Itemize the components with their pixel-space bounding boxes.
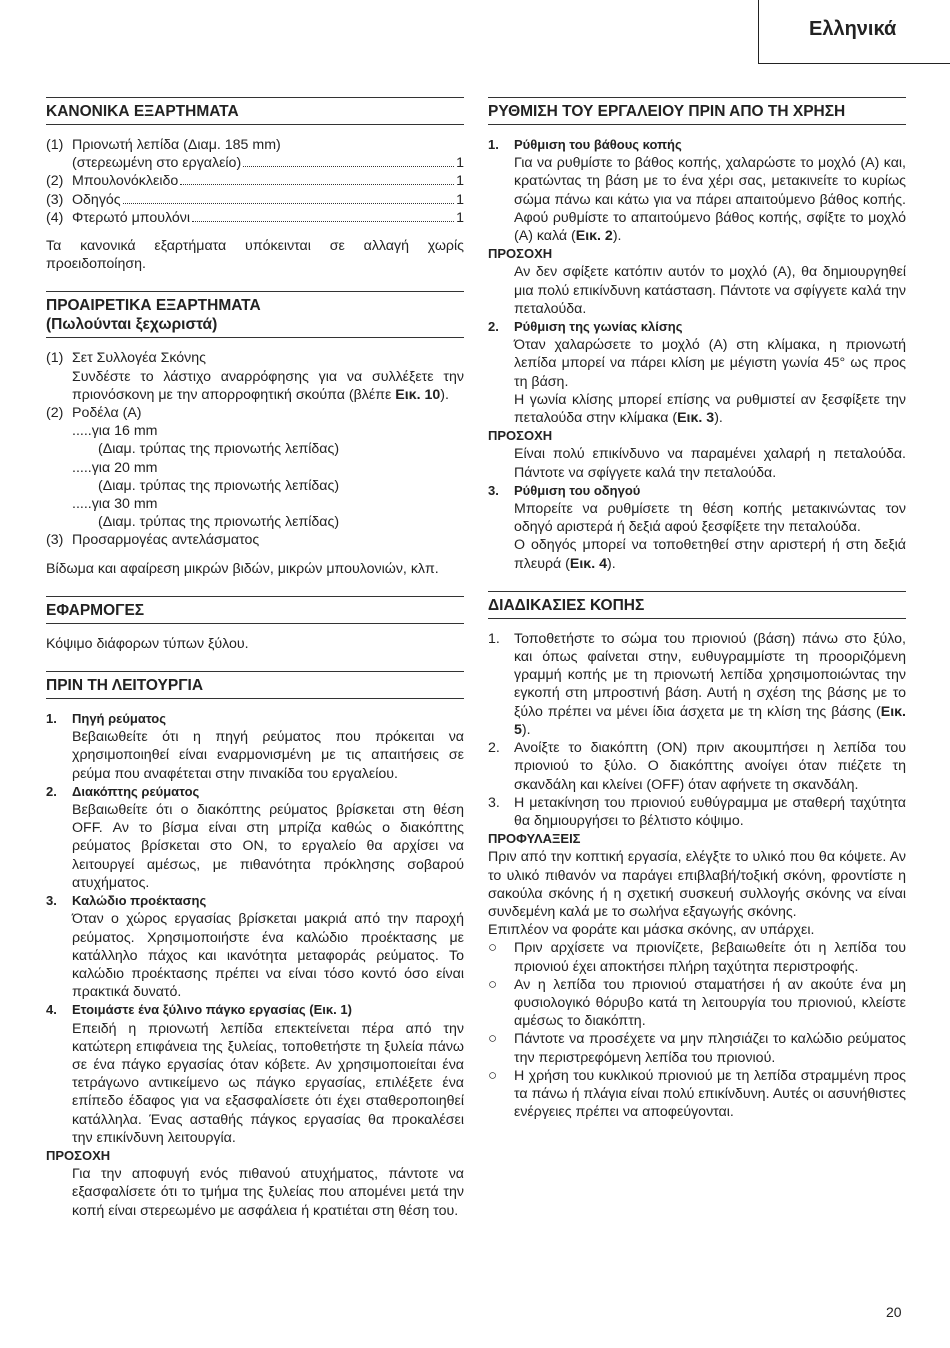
washer-size: .....για 16 mm: [72, 423, 158, 440]
optional-item-text: Συνδέστε το λάστιχο αναρρόφησης για να συλλέξετε την πριονόσκονη με την απορροφητική σκούπα (βλέπε Εικ. 10).: [72, 368, 464, 403]
section-prior-to-operation: [46, 671, 464, 1220]
dot-leader: [192, 221, 454, 222]
section-applications: [46, 596, 464, 653]
accessory-item: (4) Φτερωτό μπουλόνι 1: [46, 209, 464, 226]
precautions-text: Πριν από την κοπτική εργασία, ελέγξτε το υλικό που θα κόψετε. Αν το υλικό πιθανόν να παράγει επιβλαβή/τοξική σκόνη, φροντίστε η σακούλα σκόνης ή η σχετική συσκευή συλλογής σκόνης να είναι συνδεμένη καλά με το σωλήνα εξαγωγής σκόνης.: [488, 849, 906, 920]
applications-text: Κόψιμο διάφορων τύπων ξύλου.: [46, 635, 249, 652]
caution-label: ΠΡΟΣΟΧΗ: [488, 428, 553, 444]
item-text: Όταν χαλαρώσετε το μοχλό (A) στη κλίμακα, η πριονωτή λεπίδα μπορεί να πάρει κλίση με μέγιστη γωνία 45° ως προς τη βάση.: [514, 337, 906, 390]
step-item: 3. Η μετακίνηση του πριονιού ευθύγραμμα με σταθερή ταχύτητα θα δημιουργήσει το βέλτιστο κόψιμο.: [488, 794, 906, 829]
section-title: ΕΦΑΡΜΟΓΕΣ: [46, 596, 464, 624]
accessory-item: (2) Μπουλονόκλειδο 1: [46, 173, 464, 190]
section-title: ΔΙΑΔΙΚΑΣΙΕΣ ΚΟΠΗΣ: [488, 591, 906, 619]
dot-leader: [243, 166, 454, 167]
figure-ref: Εικ. 5: [514, 703, 906, 738]
item-heading: 2. Ρύθμιση της γωνίας κλίσης: [488, 319, 683, 335]
washer-desc: (Διαμ. τρύπας της πριονωτής λεπίδας): [98, 477, 340, 494]
caution-text: Για την αποφυγή ενός πιθανού ατυχήματος, πάντοτε να εξασφαλίσετε ότι το τμήμα της ξυλείας που απομένει μετά την κοπή είναι στερεωμένο με ασφάλεια ή κρατιέται στη θέση του.: [72, 1166, 464, 1219]
section-adjusting-tool: [488, 97, 906, 573]
washer-desc: (Διαμ. τρύπας της πριονωτής λεπίδας): [98, 514, 340, 531]
figure-ref: Εικ. 4: [569, 555, 607, 572]
item-heading: 4. Ετοιμάστε ένα ξύλινο πάγκο εργασίας (Εικ. 1): [46, 1002, 352, 1018]
caution-label: ΠΡΟΣΟΧΗ: [46, 1147, 111, 1163]
washer-size: .....για 20 mm: [72, 459, 158, 476]
item-heading: 3. Ρύθμιση του οδηγού: [488, 482, 641, 498]
item-text: Μπορείτε να ρυθμίσετε τη θέση κοπής μετακινώντας τον οδηγό αριστερά ή δεξιά αφού ξεσφίξετε την πεταλούδα.: [514, 501, 906, 536]
page-number: 20: [886, 1304, 902, 1320]
item-text: Βεβαιωθείτε ότι ο διακόπτης ρεύματος βρίσκεται στη θέση OFF. Αν το βίσμα είναι στη μπρίζα καθώς ο διακόπτης ρεύματος βρίσκεται στο ON, το εργαλείο θα αρχίσει να λειτουργεί αμέσως, με πιθανότητα πρόκλησης σοβαρού ατυχήματος.: [72, 802, 464, 891]
section-title: ΡΥΘΜΙΣΗ ΤΟΥ ΕΡΓΑΛΕΙΟΥ ΠΡΙΝ ΑΠΟ ΤΗ ΧΡΗΣΗ: [488, 97, 906, 125]
circle-bullet-icon: ○: [488, 1066, 498, 1084]
section-title: ΠΡΟΑΙΡΕΤΙΚΑ ΕΞΑΡΤΗΜΑΤΑ (Πωλούνται ξεχωριστά): [46, 291, 464, 338]
precautions-label: ΠΡΟΦΥΛΑΞΕΙΣ: [488, 831, 581, 847]
figure-ref: Εικ. 10: [395, 386, 441, 403]
circle-bullet-icon: ○: [488, 975, 498, 993]
section-optional-accessories: [46, 291, 464, 577]
circle-bullet-icon: ○: [488, 939, 498, 957]
washer-size: .....για 30 mm: [72, 496, 158, 513]
item-heading: 2. Διακόπτης ρεύματος: [46, 783, 200, 799]
bullet-item: ○ Πριν αρχίσετε να πριονίζετε, βεβαιωθείτε ότι η λεπίδα του πριονιού έχει αποκτήσει πλήρη ταχύτητα περιστροφής.: [488, 939, 906, 975]
bullet-item: ○ Η χρήση του κυκλικού πριονιού με τη λεπίδα στραμμένη προς τα πάνω ή πλάγια είναι πολύ επικίνδυνη. Αυτές οι ασυνήθιστες ενέργειες πρέπει να αποφεύγονται.: [488, 1066, 906, 1121]
section-title: ΚΑΝΟΝΙΚΑ ΕΞΑΡΤΗΜΑΤΑ: [46, 97, 464, 125]
optional-item: (1) Σετ Συλλογέα Σκόνης: [46, 350, 206, 367]
item-text: Βεβαιωθείτε ότι η πηγή ρεύματος που πρόκειται να χρησιμοποιηθεί είναι εναρμονισμένη με τις απαιτήσεις σε ρεύμα που αναφέτεται στην πινακίδα του εργαλείου.: [72, 729, 464, 782]
section-title: ΠΡΙΝ ΤΗ ΛΕΙΤΟΥΡΓΙΑ: [46, 671, 464, 699]
mask-text: Επιπλέον να φοράτε και μάσκα σκόνης, αν υπάρχει.: [488, 922, 815, 939]
caution-label: ΠΡΟΣΟΧΗ: [488, 246, 553, 262]
step-item: 1. Τοποθετήστε το σώμα του πριονιού (βάση) πάνω στο ξύλο, και όπως φαίνεται στην, ευθυγραμμίστε τη προοριζόμενη γραμμή κοπής με τη πριονωτή λεπίδα χρησιμοποιώντας την εγκοπή στη μπροστινή βάση. Αυτή η σχέση της βάσης με το ξύλο πρέπει να μένει ίδια άσχετα με τη κλίση της βάσης (Εικ. 5).: [488, 630, 906, 738]
bullet-item: ○ Αν η λεπίδα του πριονιού σταματήσει ή αν ακούτε ένα μη φυσιολογικό θόρυβο κατά τη λειτουργία του πριονιού, κλείστε αμέσως το διακόπτη.: [488, 975, 906, 1030]
step-item: 2. Ανοίξτε το διακόπτη (ON) πριν ακουμπήσει η λεπίδα του πριονιού το ξύλο. Ο διακόπτης ανοίγει όταν πιέζετε τη σκανδάλη και κλείνει (OFF) όταν αφήνετε τη σκανδάλη.: [488, 740, 906, 793]
optional-item: (2) Ροδέλα (A): [46, 405, 142, 422]
language-tab: [758, 0, 950, 64]
figure-ref: Εικ. 3: [677, 410, 715, 427]
item-heading: 1. Πηγή ρεύματος: [46, 711, 166, 727]
caution-text: Αν δεν σφίξετε κατόπιν αυτόν το μοχλό (A), θα δημιουργηθεί μια πολύ επικίνδυνη κατάσταση. Πάντοτε να σφίγγετε καλά την πεταλούδα.: [514, 264, 906, 317]
language-label: Ελληνικά: [809, 18, 897, 40]
item-heading: 3. Καλώδιο προέκτασης: [46, 893, 207, 909]
item-text: Επειδή η πριονωτή λεπίδα επεκτείνεται πέρα από την κατώτερη επιφάνεια της ξυλείας, τοποθετήστε τη ξυλεία πάνω σε ένα πάγκο εργασίας όταν κόβετε. Αν χρησιμοποιείται ένα τετράγωνο αντικείμενο ως πάγκο εργασίας, επιλέξετε ένα επίπεδο έδαφος για να εξασφαλίσετε ότι έχει σταθεροποιηθεί κατάλληλα. Ένας ασταθής πάγκος εργασίας θα προκαλέσει την επικίνδυνη λειτουργία.: [72, 1020, 464, 1146]
dot-leader: [123, 203, 454, 204]
optional-item: (3) Προσαρμογέας αντελάσματος: [46, 532, 260, 549]
item-text: Για να ρυθμίστε το βάθος κοπής, χαλαρώστε το μοχλό (A) και, κρατώντας τη βάση με το ένα χέρι σας, μετακινείτε το κυρίως σώμα πάνω και κάτω για να πάρει απαιτούμενο βάθος κοπής. Αφού ρυθμίστε το απαιτούμενο βάθος κοπής, σφίξτε το μοχλό (A) καλά (Εικ. 2).: [514, 155, 906, 245]
standard-note: Τα κανονικά εξαρτήματα υπόκεινται σε αλλαγή χωρίς προειδοποίηση.: [46, 238, 464, 273]
dot-leader: [180, 184, 454, 185]
accessory-item: (1) Πριονωτή λεπίδα (Διαμ. 185 mm): [46, 137, 281, 153]
item-heading: 1. Ρύθμιση του βάθους κοπής: [488, 137, 682, 152]
item-text: Η γωνία κλίσης μπορεί επίσης να ρυθμιστεί αν ξεσφίξετε την πεταλούδα στην κλίμακα (Εικ. 3).: [514, 391, 906, 427]
figure-ref: Εικ. 2: [575, 228, 613, 245]
bullet-item: ○ Πάντοτε να προσέχετε να μην πλησιάζει το καλώδιο ρεύματος την περιστρεφόμενη λεπίδα του πριονιού.: [488, 1030, 906, 1066]
section-standard-accessories: [46, 97, 464, 273]
circle-bullet-icon: ○: [488, 1030, 498, 1048]
washer-desc: (Διαμ. τρύπας της πριονωτής λεπίδας): [98, 441, 340, 458]
left-column: [46, 97, 464, 1238]
item-text: Όταν ο χώρος εργασίας βρίσκεται μακριά από την παροχή ρεύματος. Χρησιμοποιήστε ένα καλώδιο προέκτασης με κατάλληλο πάχος και ικανότητα μεταφοράς ρεύματος. Το καλώδιο προέκτασης πρέπει να είναι τόσο κοντό όσο είναι πρακτικά δυνατό.: [72, 911, 464, 1001]
optional-note: Βίδωμα και αφαίρεση μικρών βιδών, μικρών μπουλονιών, κλπ.: [46, 560, 439, 577]
accessory-item: (3) Οδηγός 1: [46, 191, 464, 208]
section-cutting-procedures: [488, 591, 906, 1121]
accessory-item: (στερεωμένη στο εργαλείο) 1: [72, 155, 464, 172]
item-text: Ο οδηγός μπορεί να τοποθετηθεί στην αριστερή ή στη δεξιά πλευρά (Εικ. 4).: [514, 537, 906, 572]
right-column: [488, 97, 906, 1139]
caution-text: Είναι πολύ επικίνδυνο να παραμένει χαλαρή η πεταλούδα. Πάντοτε να σφίγγετε καλά την πεταλούδα.: [514, 446, 906, 481]
